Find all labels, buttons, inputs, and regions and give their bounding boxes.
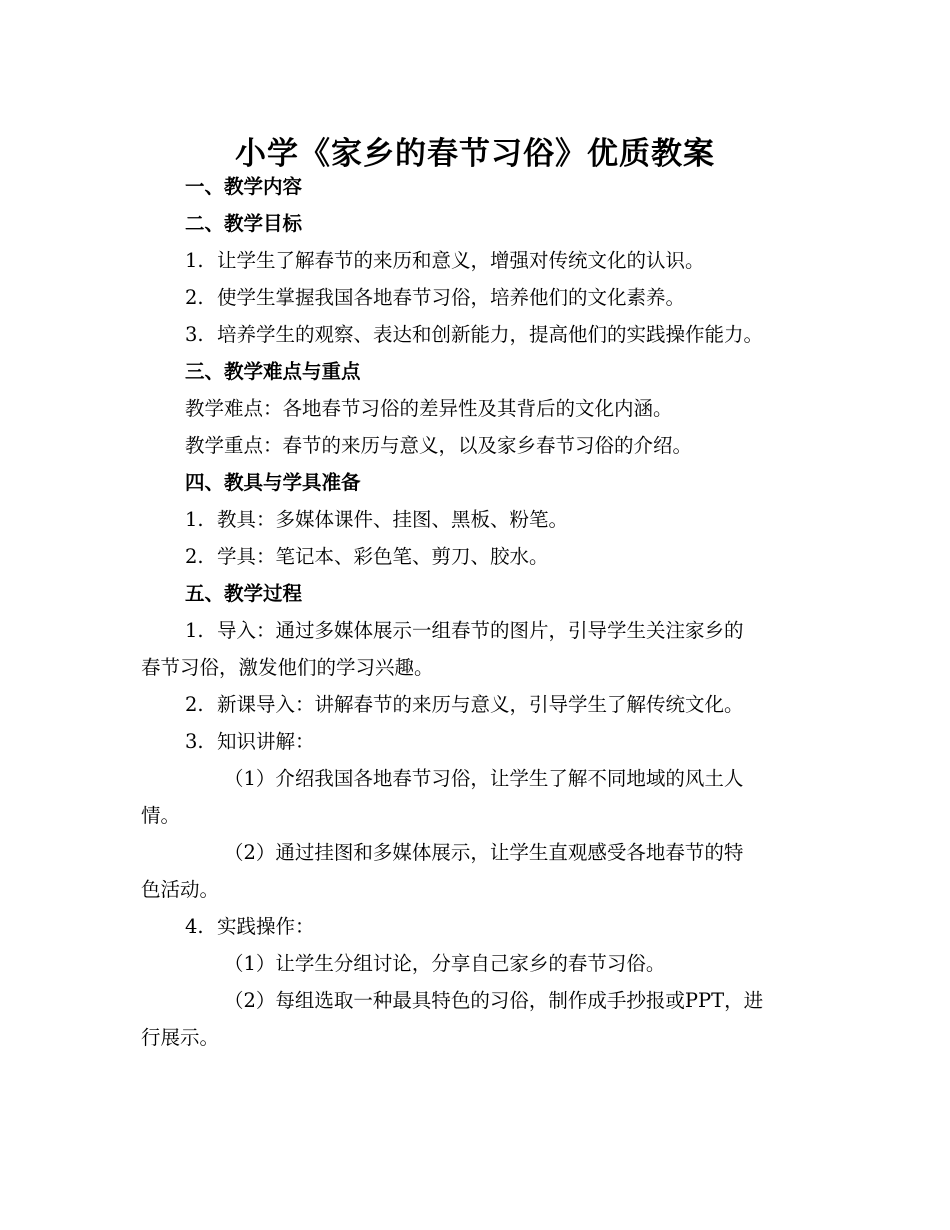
item-number: 3. — [185, 323, 204, 346]
item-number: 4. — [185, 915, 204, 938]
item-number: 1. — [185, 508, 204, 531]
materials-item — [141, 501, 821, 538]
knowledge-sub-item-continued: 色活动。 — [141, 878, 220, 901]
document-title: 小学《家乡的春节习俗》优质教案 — [235, 135, 715, 172]
item-text: 知识讲解： — [217, 730, 315, 753]
item-text: 导入：通过多媒体展示一组春节的图片，引导学生关注家乡的 — [217, 619, 744, 642]
teaching-key-point: 教学重点：春节的来历与意义，以及家乡春节习俗的介绍。 — [185, 434, 693, 457]
section-heading-content: 一、教学内容 — [185, 175, 303, 198]
knowledge-sub-item: （2）通过挂图和多媒体展示，让学生直观感受各地春节的特 — [224, 841, 744, 864]
process-step-intro-continued: 春节习俗，激发他们的学习兴趣。 — [141, 656, 434, 679]
process-step-new-lesson — [141, 686, 821, 723]
section-heading-difficulty-key: 三、教学难点与重点 — [185, 360, 361, 383]
knowledge-sub-item: （1）介绍我国各地春节习俗，让学生了解不同地域的风土人 — [224, 767, 744, 790]
document-body — [141, 168, 821, 1056]
section-heading-materials: 四、教具与学具准备 — [185, 471, 361, 494]
section-heading-process: 五、教学过程 — [185, 582, 303, 605]
process-step-knowledge — [141, 723, 821, 760]
item-text: 学具：笔记本、彩色笔、剪刀、胶水。 — [217, 545, 549, 568]
item-text: 使学生掌握我国各地春节习俗，培养他们的文化素养。 — [217, 286, 686, 309]
item-number: 2. — [185, 286, 204, 309]
item-number: 1. — [185, 249, 204, 272]
objective-item — [141, 242, 821, 279]
section-heading-objectives: 二、教学目标 — [185, 212, 303, 235]
item-text: 让学生了解春节的来历和意义，增强对传统文化的认识。 — [217, 249, 705, 272]
process-step-practice — [141, 908, 821, 945]
objective-item — [141, 279, 821, 316]
knowledge-sub-item-continued: 情。 — [141, 804, 181, 827]
item-text: 培养学生的观察、表达和创新能力，提高他们的实践操作能力。 — [217, 323, 764, 346]
objective-item — [141, 316, 821, 353]
materials-item — [141, 538, 821, 575]
teaching-difficulty: 教学难点：各地春节习俗的差异性及其背后的文化内涵。 — [185, 397, 673, 420]
item-text: 教具：多媒体课件、挂图、黑板、粉笔。 — [217, 508, 569, 531]
practice-sub-item-continued: 行展示。 — [141, 1026, 220, 1049]
item-number: 2. — [185, 693, 204, 716]
item-text: 实践操作： — [217, 915, 315, 938]
item-number: 2. — [185, 545, 204, 568]
process-step-intro — [141, 612, 821, 649]
practice-sub-item: （2）每组选取一种最具特色的习俗，制作成手抄报或PPT，进 — [224, 989, 764, 1012]
practice-sub-item: （1）让学生分组讨论，分享自己家乡的春节习俗。 — [224, 952, 666, 975]
item-number: 1. — [185, 619, 204, 642]
item-number: 3. — [185, 730, 204, 753]
item-text: 新课导入：讲解春节的来历与意义，引导学生了解传统文化。 — [217, 693, 744, 716]
